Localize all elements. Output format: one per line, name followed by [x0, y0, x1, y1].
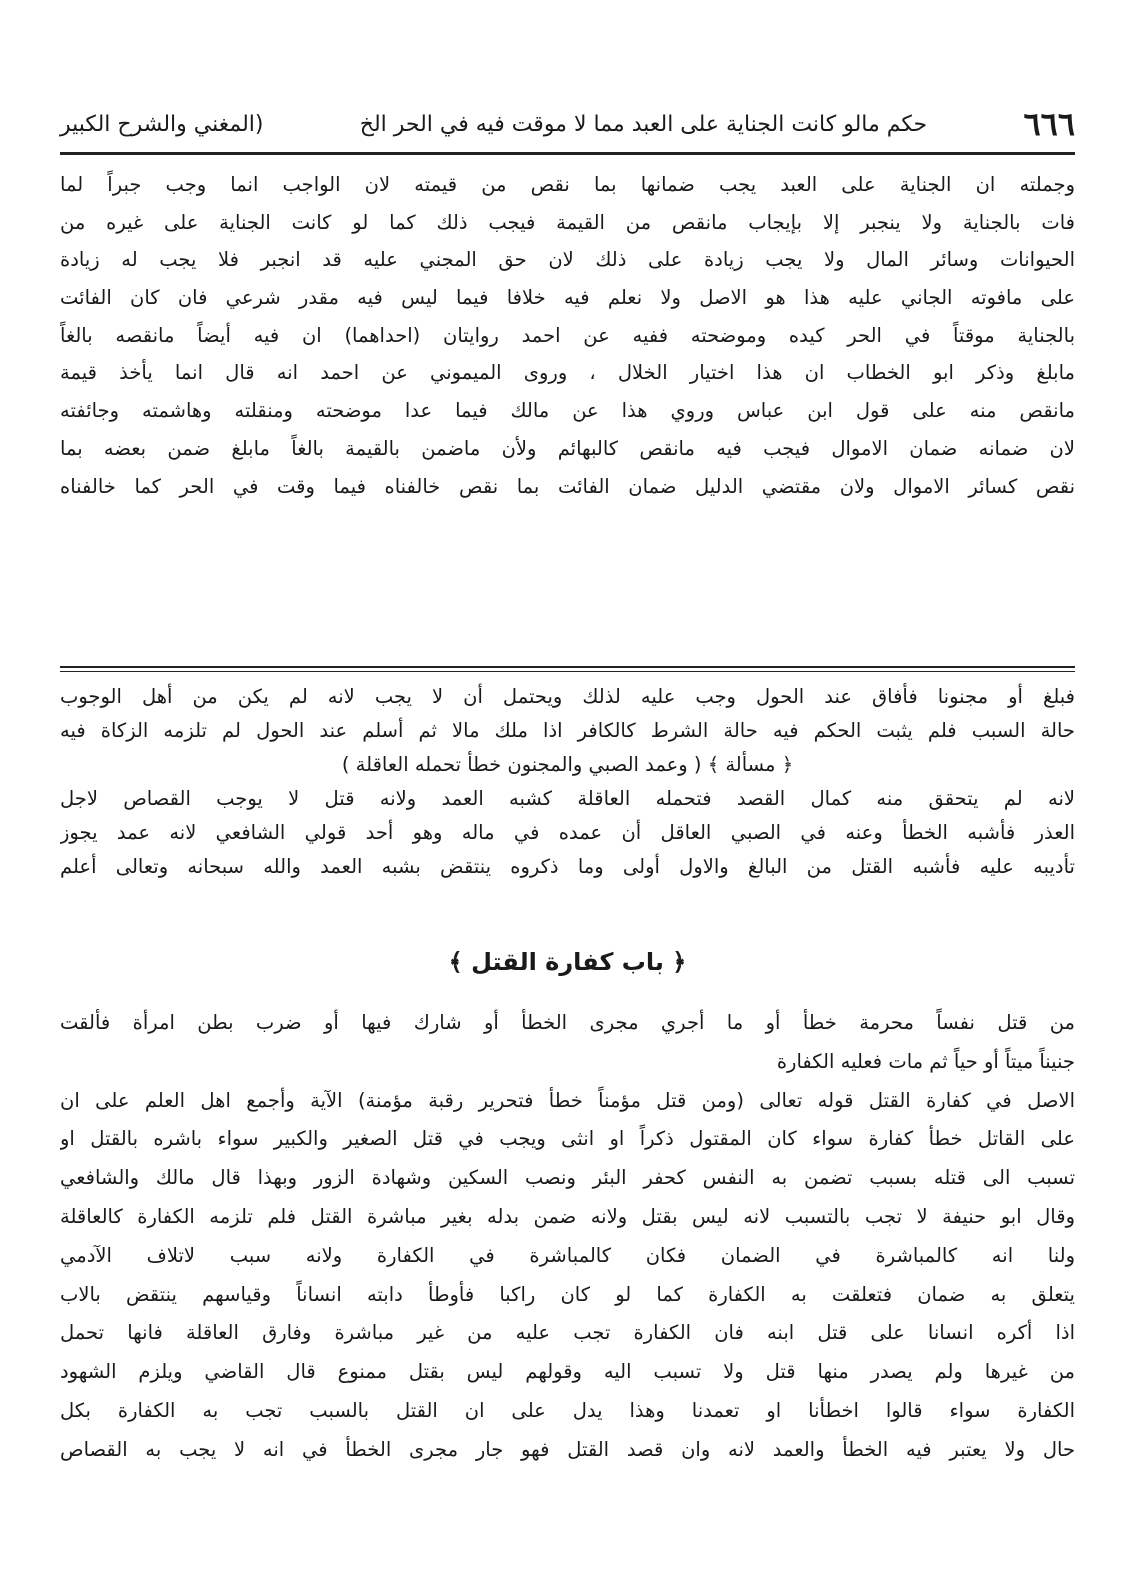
text-line: مابلغ وذكر ابو الخطاب ان هذا اختيار الخلال ، وروى الميموني عن احمد انه قال انما يأخذ قيمة [60, 361, 1075, 385]
text-line: على مافوته الجاني عليه هذا هو الاصل ولا نعلم فيه خلافا فيما ليس فيه مقدر شرعي فان كان الفائت [60, 286, 1075, 310]
text-line: حال ولا يعتبر فيه الخطأ والعمد لانه وان قصد القتل فهو جار مجرى الخطأ في انه لا يجب به القصاص [60, 1437, 1075, 1461]
text-line: الكفارة سواء قالوا اخطأنا او تعمدنا وهذا يدل على ان القتل بالسبب تجب به الكفارة بكل [60, 1398, 1075, 1422]
chapter-text [60, 1004, 1075, 1470]
text-line: فات بالجناية ولا ينجبر إلا بإيجاب مانقص من القيمة فيجب ذلك كما لو كانت الجناية على غيره من [60, 210, 1075, 234]
text-line: ولنا انه كالمباشرة في الضمان فكان كالمباشرة في الكفارة ولانه سبب لاتلاف الآدمي [60, 1243, 1075, 1267]
text-line: وقال ابو حنيفة لا تجب بالتسبب لانه ليس بقتل ولانه ضمن بدله بغير مباشرة القتل فلم تلزمه الكفارة كالعاقلة [60, 1204, 1075, 1228]
text-line: حالة السبب فلم يثبت الحكم فيه حالة الشرط كالكافر اذا ملك مالا ثم أسلم عند الحول لم تلزمه الزكاة فيه [60, 719, 1075, 742]
text-line: لان ضمانه ضمان الاموال فيجب فيه مانقص كالبهائم ولأن ماضمن بالقيمة بالغاً مابلغ ضمن بعضه بما [60, 436, 1075, 460]
text-line: على القاتل خطأ كفارة سواء كان المقتول ذكراً او انثى ويجب في قتل الصغير والكبير سواء باشره بالقتل او [60, 1127, 1075, 1151]
book-page [60, 100, 1075, 1520]
text-line: جنيناً ميتاً أو حياً ثم مات فعليه الكفارة [776, 1049, 1075, 1073]
text-line: من غيرها ولم يصدر منها قتل ولا تسبب اليه وقولهم ليس بقتل ممنوع قال القاضي ويلزم الشهود [60, 1360, 1075, 1384]
section-divider-thin [60, 671, 1075, 672]
section-divider [60, 666, 1075, 668]
text-line: الحيوانات وسائر المال ولا يجب زيادة على ذلك لان حق المجني عليه قد انجبر فلا يجب له زيادة [60, 248, 1075, 272]
header-rule [60, 152, 1075, 155]
sharh-text [60, 680, 1075, 884]
text-line: مانقص منه على قول ابن عباس وروي هذا عن مالك فيما عدا موضحته ومنقلته وهاشمته وجائفته [60, 399, 1075, 423]
masala-heading: ﴿ مسألة ﴾ ( وعمد الصبي والمجنون خطأ تحمله العاقلة ) [341, 753, 794, 776]
text-line: الاصل في كفارة القتل قوله تعالى (ومن قتل مؤمناً خطأ فتحرير رقبة مؤمنة) الآية وأجمع اهل العلم على ان [60, 1088, 1075, 1112]
text-line: يتعلق به ضمان فتعلقت به الكفارة كما لو كان راكبا فأوطأ دابته انساناً وقياسهم ينتقض بالاب [60, 1282, 1075, 1306]
text-line: من قتل نفساً محرمة خطأ أو ما أجري مجرى الخطأ أو شارك فيها أو ضرب بطن امرأة فألقت [60, 1011, 1075, 1034]
text-line: بالجناية موقتاً في الحر كيده وموضحته ففيه عن احمد روايتان (احداهما) ان فيه أيضاً مانقصه بالغاً [60, 323, 1075, 347]
page-number: ٦٦٦ [1023, 105, 1075, 143]
text-line: نقص كسائر الاموال ولان مقتضي الدليل ضمان الفائت بما نقص خالفناه فيما وقت في الحر كما خالفناه [60, 474, 1075, 498]
text-line: اذا أكره انسانا على قتل ابنه فان الكفارة تجب عليه من غير مباشرة وفارق العاقلة فانها تحمل [60, 1321, 1075, 1345]
text-line: فبلغ أو مجنونا فأفاق عند الحول وجب عليه لذلك ويحتمل أن لا يجب لانه لم يكن من أهل الوجوب [60, 685, 1075, 708]
book-title: (المغني والشرح الكبير [60, 111, 264, 137]
text-line: العذر فأشبه الخطأ وعنه في الصبي العاقل أن عمده في ماله وهو أحد قولي الشافعي لانه عمد يجوز [60, 821, 1075, 844]
text-line: وجملته ان الجناية على العبد يجب ضمانها بما نقص من قيمته لان الواجب انما وجب جبراً لما [60, 173, 1075, 196]
text-line: تأديبه عليه فأشبه القتل من البالغ والاول أولى وما ذكروه ينتقض بشبه العمد والله سبحانه وتعالى أعلم [60, 855, 1075, 878]
page-header [60, 100, 1075, 148]
running-title: حكم مالو كانت الجناية على العبد مما لا موقت فيه في الحر الخ [359, 111, 928, 137]
chapter-title: ﴿ باب كفارة القتل ﴾ [448, 948, 687, 976]
text-line: لانه لم يتحقق منه كمال القصد فتحمله العاقلة كشبه العمد ولانه قتل لا يوجب القصاص لاجل [60, 787, 1075, 810]
text-line: تسبب الى قتله بسبب تضمن به النفس كحفر البئر ونصب السكين وشهادة الزور وبهذا قال مالك والشافعي [60, 1166, 1075, 1190]
mughni-text [60, 166, 1075, 505]
